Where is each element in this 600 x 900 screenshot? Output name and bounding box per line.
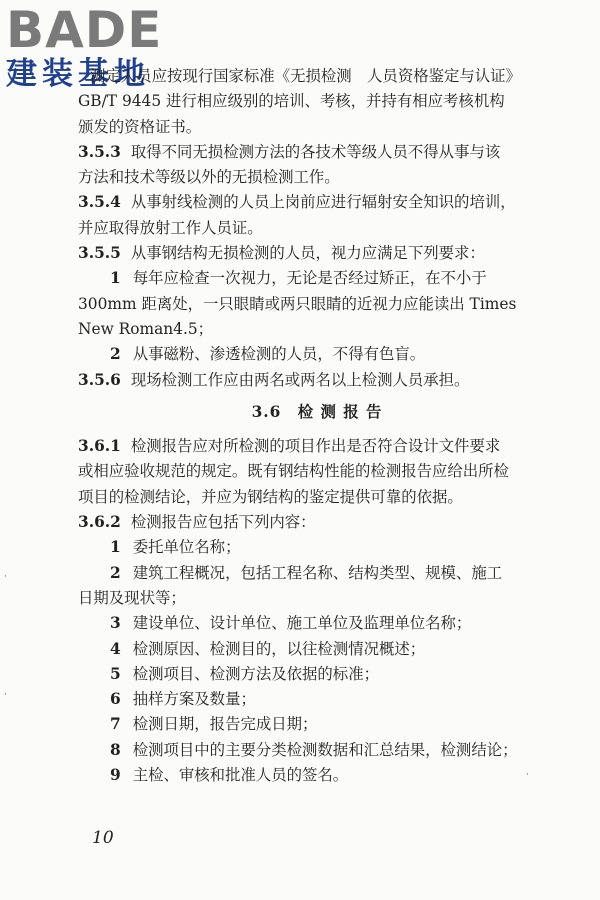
report-item (78, 763, 556, 788)
report-item (78, 712, 556, 737)
clause-3-5-5-item-1 (78, 266, 556, 291)
intro-line-1: 测定人员应按现行国家标准《无损检测 人员资格鉴定与认证》 (90, 67, 521, 85)
clause-3-5-5-item-1-cont: 300mm 距离处，一只眼睛或两只眼睛的近视力应能读出 Times (78, 294, 517, 313)
item-number: 2 (110, 563, 121, 582)
intro-line-2: GB/T 9445 进行相应级别的培训、考核，并持有相应考核机构 (78, 92, 505, 111)
item-text: 建筑工程概况，包括工程名称、结构类型、规模、施工 (132, 563, 503, 582)
item-text: 委托单位名称； (132, 538, 241, 557)
scan-speck: · (4, 690, 7, 700)
item-text: 建设单位、设计单位、施工单位及监理单位名称； (132, 614, 472, 633)
item-text: 检测日期，报告完成日期； (132, 715, 318, 734)
document-body (78, 64, 556, 788)
clause-3-5-6 (78, 368, 556, 393)
report-item (78, 738, 556, 763)
item-text: 抽样方案及数量； (132, 690, 256, 709)
clause-3-6-1-cont2: 项目的检测结论，并应为钢结构的鉴定提供可靠的依据。 (78, 487, 463, 506)
item-number: 1 (110, 269, 121, 288)
clause-text: 取得不同无损检测方法的各技术等级人员不得从事与该 (130, 142, 501, 161)
clause-3-6-1-cont: 或相应验收规范的规定。既有钢结构性能的检测报告应给出所检 (78, 462, 509, 481)
scan-speck: · (526, 770, 529, 780)
clause-text: 检测报告应包括下列内容： (130, 513, 316, 532)
item-number: 4 (110, 639, 121, 658)
report-item (78, 687, 556, 712)
clause-text: 从事钢结构无损检测的人员，视力应满足下列要求： (130, 244, 485, 263)
item-text: 每年应检查一次视力，无论是否经过矫正，在不小于 (132, 269, 487, 288)
clause-text: 检测报告应对所检测的项目作出是否符合设计文件要求 (130, 437, 501, 456)
intro-line-3: 颁发的资格证书。 (78, 117, 202, 136)
clause-number: 3.5.4 (78, 193, 121, 212)
report-item-cont: 日期及现状等； (78, 588, 186, 607)
item-text: 检测原因、检测目的，以往检测情况概述； (132, 639, 426, 658)
clause-3-5-5 (78, 241, 556, 266)
clause-3-5-3-cont: 方法和技术等级以外的无损检测工作。 (78, 168, 340, 187)
item-number: 5 (110, 664, 121, 683)
report-item (78, 611, 556, 636)
report-item (78, 637, 556, 662)
item-text: 主检、审核和批准人员的签名。 (132, 766, 349, 785)
report-item (78, 535, 556, 560)
clause-3-6-1 (78, 434, 556, 459)
section-title: 检 测 报 告 (297, 402, 383, 421)
clause-3-6-2 (78, 510, 556, 535)
section-number: 3.6 (251, 402, 282, 421)
clause-3-5-5-item-1-cont2: New Roman4.5； (78, 319, 214, 338)
clause-3-5-4 (78, 190, 556, 215)
item-number: 6 (110, 690, 121, 709)
clause-3-5-5-item-2 (78, 342, 556, 367)
item-text: 从事磁粉、渗透检测的人员，不得有色盲。 (132, 345, 426, 364)
clause-number: 3.5.3 (78, 142, 121, 161)
item-number: 1 (110, 538, 121, 557)
item-number: 2 (110, 345, 121, 364)
item-text: 检测项目、检测方法及依据的标准； (132, 664, 379, 683)
report-item (78, 662, 556, 687)
item-number: 3 (110, 614, 121, 633)
clause-number: 3.6.1 (78, 437, 121, 456)
item-text: 检测项目中的主要分类检测数据和汇总结果，检测结论； (132, 740, 518, 759)
section-heading (78, 400, 556, 425)
item-number: 7 (110, 715, 121, 734)
clause-text: 从事射线检测的人员上岗前应进行辐射安全知识的培训， (130, 193, 516, 212)
scan-speck: · (4, 572, 7, 582)
clause-3-5-3 (78, 140, 556, 165)
logo-subtitle: 建装基地 (6, 56, 150, 92)
item-number: 8 (110, 740, 121, 759)
clause-number: 3.6.2 (78, 513, 121, 532)
item-number: 9 (110, 766, 121, 785)
clause-text: 现场检测工作应由两名或两名以上检测人员承担。 (130, 370, 470, 389)
clause-number: 3.5.6 (78, 370, 121, 389)
clause-number: 3.5.5 (78, 244, 121, 263)
page-number: 10 (92, 828, 114, 848)
report-item (78, 561, 556, 586)
clause-3-5-4-cont: 并应取得放射工作人员证。 (78, 218, 263, 237)
logo-brand: BADE (6, 1, 163, 59)
